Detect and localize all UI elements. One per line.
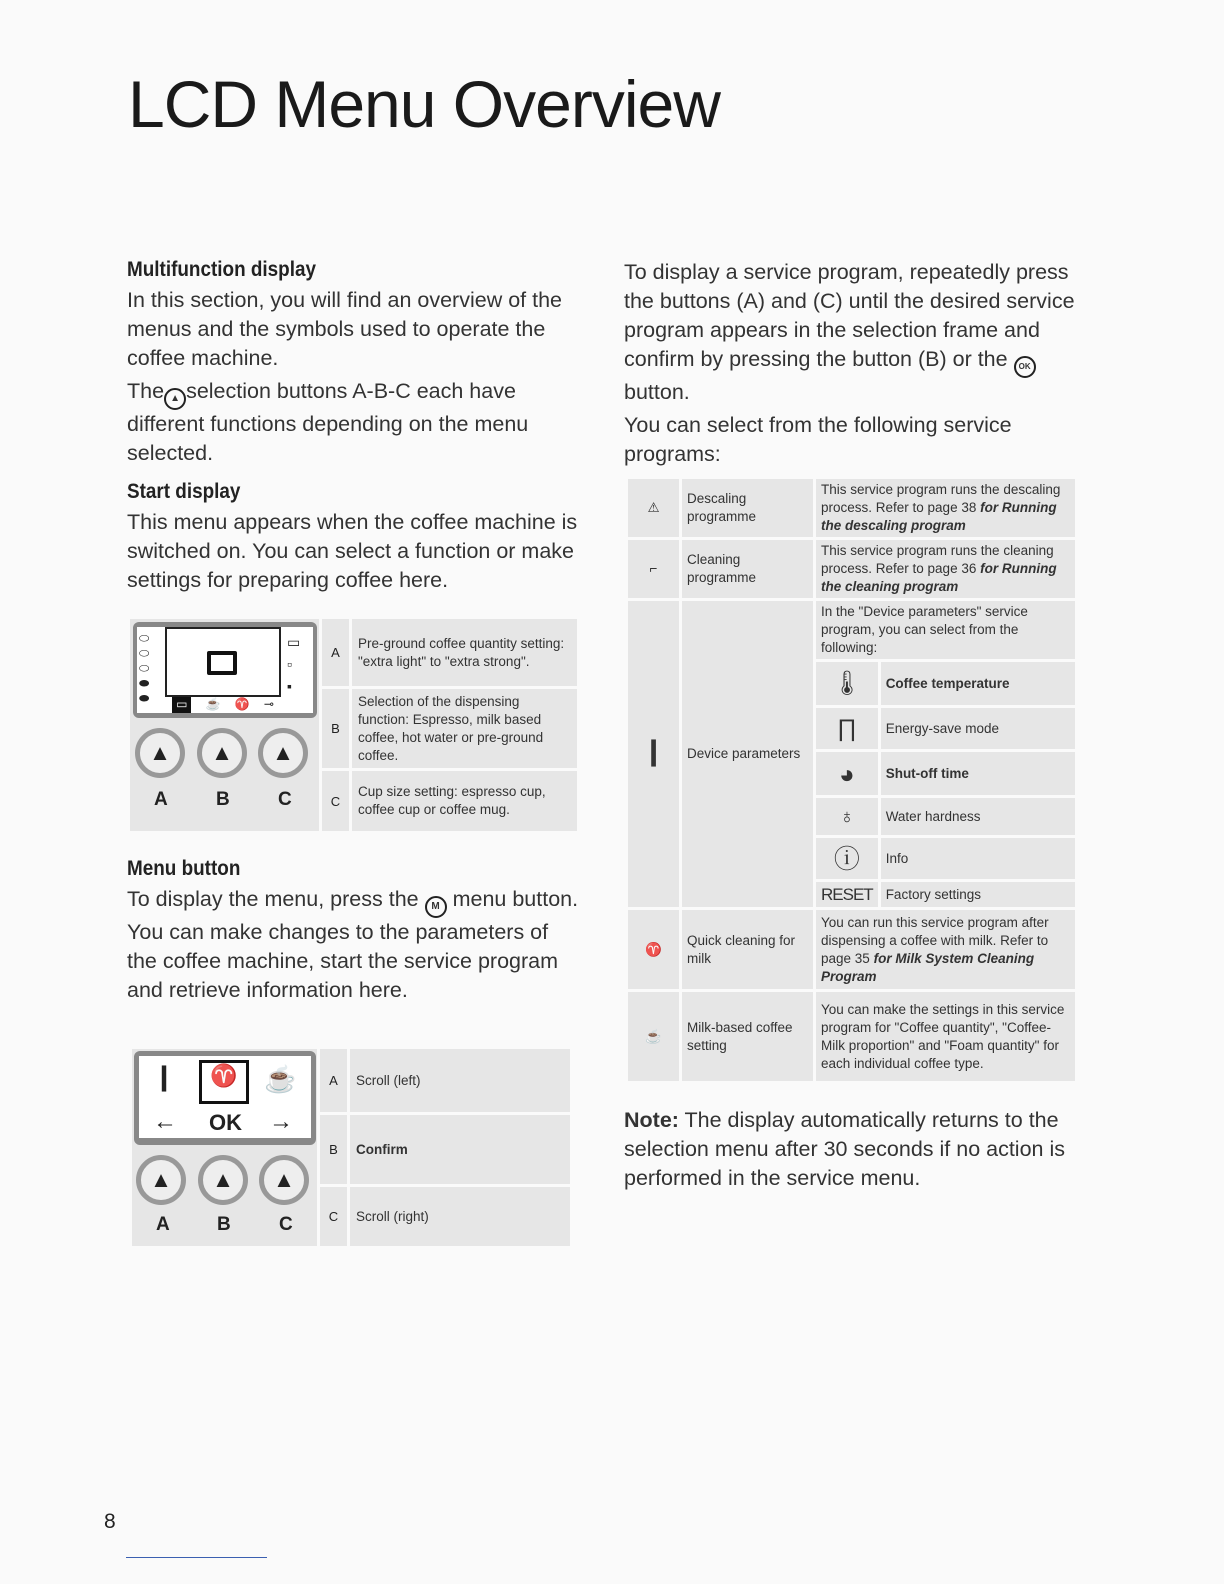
text: You can run this service program after dispensing a coffee with milk. Refer to page 35 bbox=[821, 914, 1049, 966]
menu-button-icon: M bbox=[425, 896, 447, 918]
row-key: B bbox=[320, 1115, 350, 1184]
program-name: Quick cleaning for milk bbox=[681, 909, 815, 991]
function-descriptions bbox=[322, 619, 577, 831]
row-text: Scroll (right) bbox=[356, 1208, 429, 1224]
page-number: 8 bbox=[104, 1510, 116, 1533]
water-drop-icon: ♁ bbox=[815, 797, 880, 837]
milk-coffee-icon: ☕ bbox=[264, 1064, 297, 1094]
table-row-cleaning bbox=[627, 539, 1077, 600]
row-text: Selection of the dispensing function: Espresso, milk based coffee, hot water or pre-ground coffee. bbox=[358, 693, 544, 763]
wrench-icon: Ⅰ bbox=[159, 1061, 170, 1099]
heading-start-display: Start display bbox=[127, 480, 241, 503]
service-program-instructions bbox=[624, 258, 1084, 407]
start-display-table bbox=[130, 619, 577, 831]
row-key: B bbox=[322, 689, 352, 768]
heading-multifunction-display: Multifunction display bbox=[127, 258, 316, 281]
text: To display the menu, press the bbox=[127, 887, 419, 911]
milk-coffee-icon: ☕ bbox=[627, 991, 681, 1083]
lcd-menu-display bbox=[132, 1049, 320, 1246]
program-desc bbox=[815, 539, 1077, 600]
dispensing-function-icons: ▭ ☕ ♈ ⊸ bbox=[165, 697, 281, 713]
note bbox=[624, 1106, 1084, 1193]
menu-button-text bbox=[127, 885, 582, 1005]
energy-save-icon: ∏ bbox=[815, 707, 880, 751]
text: To display a service program, repeatedly press the buttons (A) and (C) until the desired service program appears in the selection frame and confirm by pressing the button (B) or the bbox=[624, 260, 1075, 371]
program-desc: In the "Device parameters" service program, you can select from the following: bbox=[815, 600, 1077, 661]
button-b-label: B bbox=[216, 789, 230, 810]
button-a[interactable]: ▲ bbox=[135, 728, 185, 778]
coffee-bean-icons: ⬭ ⬭ ⬭ ⬬ ⬬ bbox=[139, 631, 150, 705]
program-name: Milk-based coffee setting bbox=[681, 991, 815, 1083]
lcd-main-area bbox=[165, 627, 281, 697]
param-coffee-temperature: Coffee temperature bbox=[879, 661, 1076, 707]
reset-icon: RESET bbox=[815, 881, 880, 909]
right-column bbox=[624, 258, 1084, 473]
thermometer-icon: 🌡 bbox=[815, 661, 880, 707]
text: button. bbox=[624, 380, 690, 404]
button-a-label: A bbox=[156, 1214, 170, 1235]
cup-icon bbox=[207, 651, 237, 675]
param-info: Info bbox=[879, 837, 1076, 881]
row-key: A bbox=[320, 1049, 350, 1112]
button-b-label: B bbox=[217, 1214, 231, 1235]
program-name: Device parameters bbox=[681, 600, 815, 909]
table-row bbox=[322, 689, 577, 771]
info-icon: ⓘ bbox=[815, 837, 880, 881]
row-text: Scroll (left) bbox=[356, 1072, 421, 1088]
program-desc: You can make the settings in this service program for "Coffee quantity", "Coffee-Milk proportion" and "Foam quantity" for each individual coffee type. bbox=[815, 991, 1077, 1083]
lcd-start-display bbox=[130, 619, 322, 831]
table-row-device-parameters bbox=[627, 600, 1077, 661]
menu-button-section bbox=[127, 857, 582, 1009]
service-programs-table bbox=[625, 476, 1078, 1084]
arrow-left-icon: ← bbox=[153, 1108, 177, 1135]
table-row bbox=[320, 1049, 570, 1115]
text: for Running the descaling program bbox=[821, 500, 1057, 533]
program-desc bbox=[815, 909, 1077, 991]
button-c-label: C bbox=[279, 1214, 293, 1235]
button-a[interactable]: ▲ bbox=[136, 1155, 186, 1205]
function-descriptions bbox=[320, 1049, 570, 1246]
table-row-descaling bbox=[627, 478, 1077, 539]
lcd-screen bbox=[139, 1056, 311, 1138]
lcd-screen bbox=[137, 627, 313, 713]
table-row-milk-coffee bbox=[627, 991, 1077, 1083]
left-column bbox=[127, 258, 582, 599]
text: The bbox=[127, 379, 165, 403]
text: selection buttons A-B-C each have different functions depending on the menu selected. bbox=[127, 379, 529, 465]
program-name: Cleaning programme bbox=[681, 539, 815, 600]
heading-menu-button: Menu button bbox=[127, 857, 241, 880]
text: for Milk System Cleaning Program bbox=[821, 950, 1035, 984]
row-text: Pre-ground coffee quantity setting: "extra light" to "extra strong". bbox=[358, 635, 565, 669]
row-text: Confirm bbox=[356, 1141, 408, 1157]
button-c[interactable]: ▲ bbox=[259, 1155, 309, 1205]
row-key: C bbox=[320, 1187, 350, 1246]
param-energy-save: Energy-save mode bbox=[879, 707, 1076, 751]
program-desc bbox=[815, 478, 1077, 539]
table-row bbox=[322, 619, 577, 689]
param-factory-settings: Factory settings bbox=[879, 881, 1076, 909]
menu-display-table bbox=[132, 1049, 570, 1246]
button-a-label: A bbox=[154, 789, 168, 810]
selection-buttons-text bbox=[127, 377, 582, 468]
table-row bbox=[320, 1115, 570, 1187]
text: for Running the cleaning program bbox=[821, 561, 1057, 594]
clock-icon: ◕ bbox=[815, 751, 880, 797]
service-programs-intro: You can select from the following service programs: bbox=[624, 413, 1012, 466]
footer-rule bbox=[126, 1557, 267, 1558]
text: This service program runs the descaling process. Refer to page 38 bbox=[821, 482, 1061, 515]
row-key: C bbox=[322, 771, 352, 831]
row-key: A bbox=[322, 619, 352, 686]
up-arrow-button-icon: ▲ bbox=[164, 388, 186, 410]
milk-cleaning-icon: ♈ bbox=[627, 909, 681, 991]
text: menu button. You can make changes to the parameters of the coffee machine, start the service program and retrieve information here. bbox=[127, 887, 579, 1002]
table-row bbox=[320, 1187, 570, 1246]
program-name: Descaling programme bbox=[681, 478, 815, 539]
descaling-icon: ⚠ bbox=[627, 478, 681, 539]
start-display-text: This menu appears when the coffee machine is switched on. You can select a function or make settings for preparing coffee here. bbox=[127, 510, 578, 592]
lcd-screen-frame bbox=[134, 1051, 316, 1145]
lcd-screen-frame bbox=[133, 622, 317, 718]
param-water-hardness: Water hardness bbox=[879, 797, 1076, 837]
intro-text: In this section, you will find an overview of the menus and the symbols used to operate the coffee machine. bbox=[127, 288, 562, 370]
table-row-quick-cleaning bbox=[627, 909, 1077, 991]
cleaning-icon: ⌐ bbox=[627, 539, 681, 600]
cup-size-icons: ▭ ▫ ▪ bbox=[287, 634, 301, 694]
param-shut-off-time: Shut-off time bbox=[879, 751, 1076, 797]
button-b[interactable]: ▲ bbox=[198, 1155, 248, 1205]
button-c[interactable]: ▲ bbox=[258, 728, 308, 778]
text: This service program runs the cleaning process. Refer to page 36 bbox=[821, 543, 1054, 576]
button-b[interactable]: ▲ bbox=[197, 728, 247, 778]
ok-label: OK bbox=[209, 1110, 242, 1135]
wrench-icon: Ⅰ bbox=[627, 600, 681, 909]
note-label: Note: bbox=[624, 1108, 679, 1132]
button-c-label: C bbox=[278, 789, 292, 810]
quick-clean-icon: ♈ bbox=[199, 1060, 249, 1104]
page-title: LCD Menu Overview bbox=[128, 67, 720, 141]
arrow-right-icon: → bbox=[269, 1108, 293, 1135]
ok-button-icon: OK bbox=[1014, 356, 1036, 378]
table-row bbox=[322, 771, 577, 831]
row-text: Cup size setting: espresso cup, coffee cup or coffee mug. bbox=[358, 784, 546, 817]
note-text: The display automatically returns to the selection menu after 30 seconds if no action is performed in the service menu. bbox=[624, 1108, 1066, 1190]
